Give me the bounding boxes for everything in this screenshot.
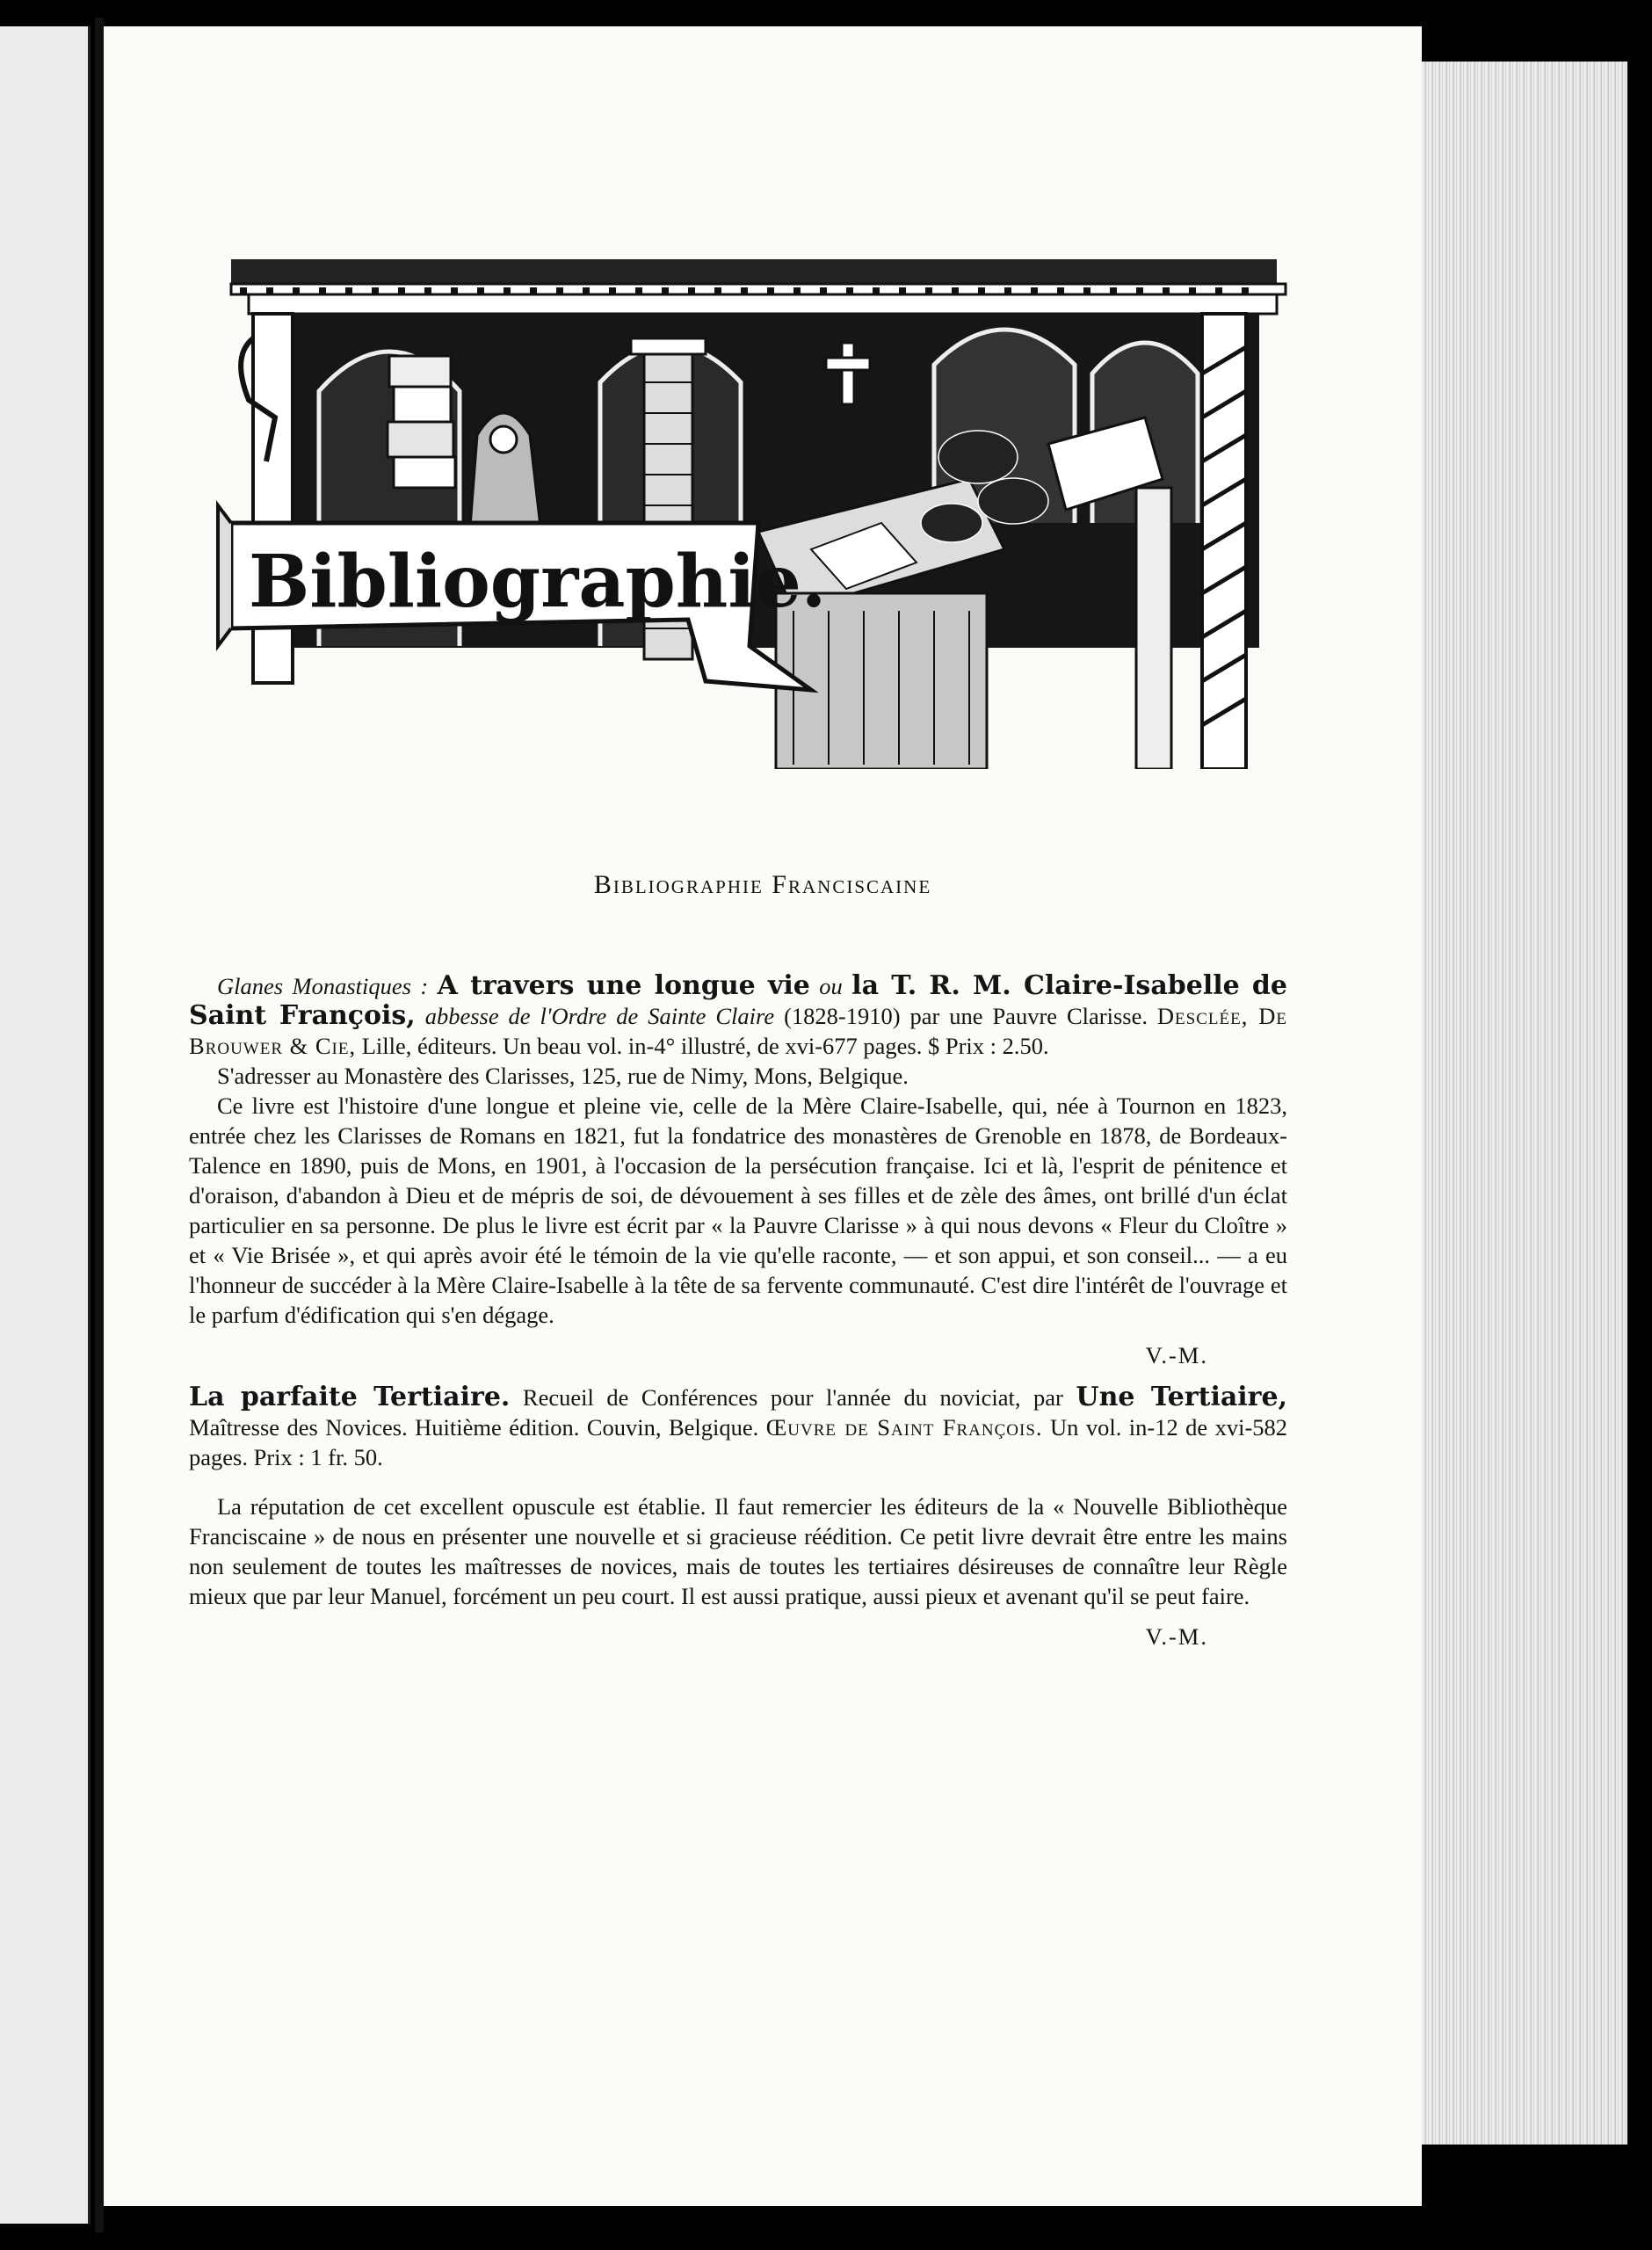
entry-1-heading — [189, 971, 1287, 1061]
entry-1-review: Ce livre est l'histoire d'une longue et pleine vie, celle de la Mère Claire-Isabelle, qui, née à Tournon en 1823, entrée chez les Clarisses de Romans en 1821, fut la fondatrice des monastères de Grenoble en 1878, de Bordeaux-Talence en 1890, puis de Mons, en 1901, à l'occasion de la persécution française. Ici et là, l'esprit de pénitence et d'oraison, d'abandon à Dieu et de mépris de soi, de dévouement à ses filles et de zèle des âmes, ont brillé d'un éclat particulier en sa personne. De plus le livre est écrit par « la Pauvre Clarisse » à qui nous devons « Fleur du Cloître » et « Vie Brisée », et qui après avoir été le témoin de la vie qu'elle raconte, — et son appui, et son conseil... — a eu l'honneur de succéder à la Mère Claire-Isabelle à la tête de sa fervente communauté. C'est dire l'intérêt de l'ouvrage et le parfum d'édification qui s'en dégage. — [189, 1092, 1287, 1328]
entry-2-author: Une Tertiaire, — [1076, 1382, 1288, 1412]
entry-1-subtitle: abbesse de l'Ordre de Sainte Claire — [424, 1003, 775, 1029]
entry-2-publisher: Œuvre de Saint François. — [765, 1414, 1043, 1441]
entry-1-signature: V.-M. — [1145, 1342, 1208, 1368]
page-edges-shadow — [1406, 2145, 1652, 2224]
paragraph-gap — [189, 1472, 1287, 1492]
previous-page-edge — [0, 26, 91, 2224]
page-edges — [1406, 62, 1627, 2162]
entry-2-desc-a: Recueil de Conférences pour l'année du noviciat, par — [522, 1384, 1063, 1411]
text-body — [189, 971, 1287, 1664]
headpiece-banner-text: Bibliographie. — [249, 540, 827, 624]
entry-2-desc-b: Maîtresse des Novices. Huitième édition. Couvin, Belgique. — [189, 1414, 759, 1441]
entry-2-review: La réputation de cet excellent opuscule est établie. Il faut remercier les éditeurs de la « Nouvelle Bibliothèque Franciscaine » de nous en présenter une nouvelle et si gracieuse réédition. Ce petit livre devrait être entre les mains non seulement de toutes les maîtresses de novices, mais de toutes les tertiaires désireuses de connaître leur Règle mieux que par leur Manuel, forcément un peu court. Il est aussi pratique, aussi pieux et avenant qu'il se peut faire. — [189, 1493, 1287, 1609]
headpiece-illustration — [214, 259, 1299, 769]
entry-1-title-ou: ou — [819, 973, 843, 999]
book-page — [104, 26, 1422, 2206]
entry-1-title-b: la T. R. M. Claire-Isabelle de Saint François, — [189, 970, 1287, 1031]
entry-2-signature: V.-M. — [1145, 1623, 1208, 1650]
entry-1-title-a: A travers une longue vie — [437, 970, 810, 1001]
entry-1-dates: (1828-1910) par une Pauvre Clarisse. — [784, 1003, 1148, 1029]
entry-1-address: S'adresser au Monastère des Clarisses, 125, rue de Nimy, Mons, Belgique. — [217, 1063, 909, 1089]
entry-2-title: La parfaite Tertiaire. — [189, 1382, 511, 1412]
entry-2-publisher-rest: Un vol. in-12 de xvi-582 pages. Prix : 1 fr. 50. — [189, 1414, 1288, 1470]
entry-1-publisher-rest: Lille, éditeurs. Un beau vol. in-4° illustré, de xvi-677 pages. $ Prix : 2.50. — [361, 1033, 1049, 1059]
entry-1-series: Glanes Monastiques : — [217, 973, 429, 999]
entry-2-heading — [189, 1383, 1287, 1472]
section-title: Bibliographie Franciscaine — [593, 870, 932, 899]
book-gutter — [95, 18, 104, 2232]
entry-1-publisher: Desclée, De Brouwer & Cie, — [189, 1003, 1288, 1059]
